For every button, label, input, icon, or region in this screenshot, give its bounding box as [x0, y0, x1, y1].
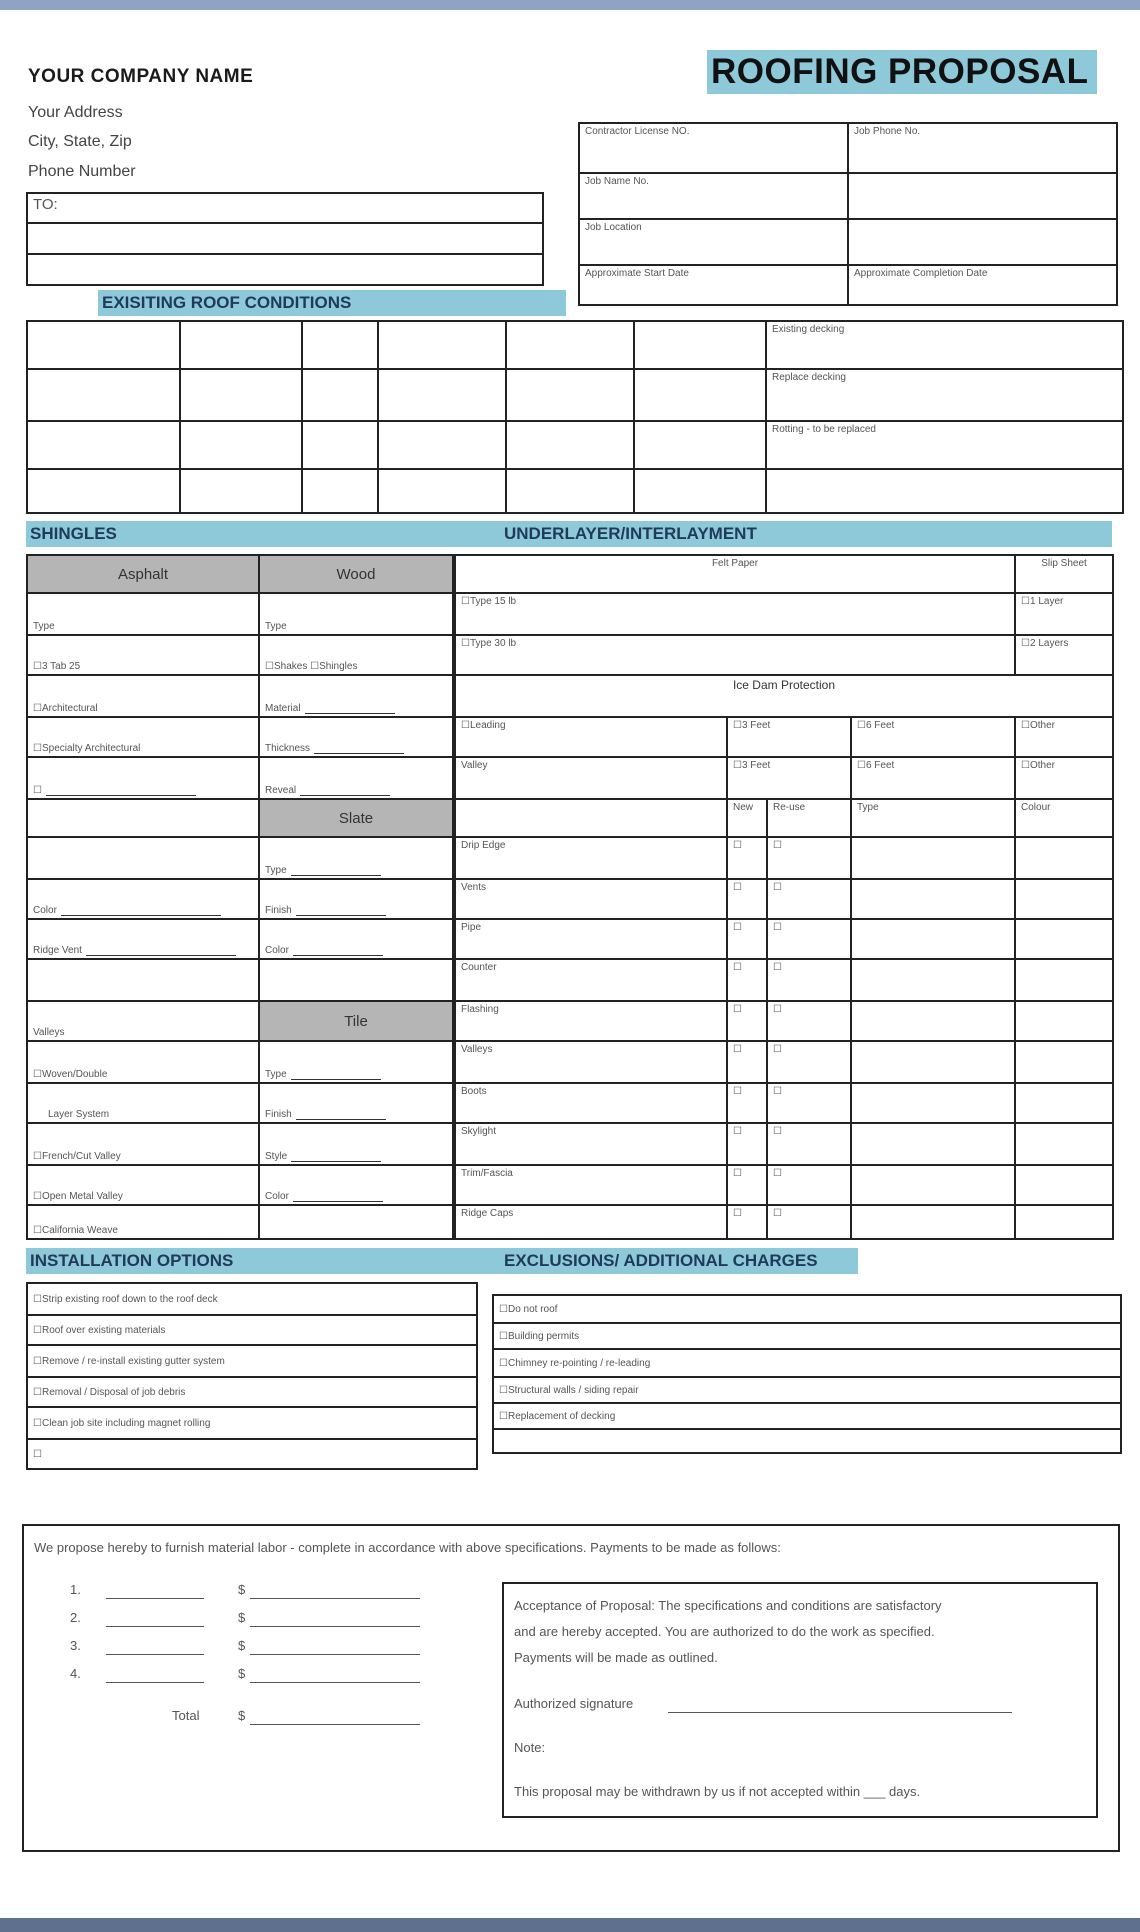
- cond-cell[interactable]: [27, 469, 180, 513]
- options-header-band: [26, 1248, 858, 1274]
- company-city: City, State, Zip: [28, 133, 132, 150]
- installation-option[interactable]: ☐: [27, 1439, 477, 1469]
- cond-cell[interactable]: [634, 369, 766, 421]
- new-checkbox[interactable]: ☐: [727, 837, 767, 879]
- payment-amount-2[interactable]: [250, 1616, 420, 1627]
- payment-desc-1[interactable]: [106, 1588, 204, 1599]
- french-cut-checkbox[interactable]: ☐French/Cut Valley: [27, 1123, 259, 1165]
- item-label: Boots: [455, 1083, 727, 1123]
- reuse-checkbox[interactable]: ☐: [767, 837, 851, 879]
- cond-cell[interactable]: [27, 369, 180, 421]
- color-cell[interactable]: [1015, 1123, 1113, 1165]
- slip-sheet-header: Slip Sheet: [1015, 555, 1113, 593]
- cond-cell[interactable]: [302, 321, 378, 369]
- currency-4: $: [238, 1666, 246, 1681]
- installation-option[interactable]: ☐Remove / re-install existing gutter system: [27, 1345, 477, 1377]
- reuse-checkbox[interactable]: ☐: [767, 1123, 851, 1165]
- signature-line[interactable]: [668, 1702, 1012, 1713]
- item-label: Ridge Caps: [455, 1205, 727, 1239]
- payment-amount-4[interactable]: [250, 1672, 420, 1683]
- job-location-value[interactable]: [848, 219, 1117, 265]
- new-checkbox[interactable]: ☐: [727, 1123, 767, 1165]
- cond-cell[interactable]: [506, 469, 634, 513]
- cond-cell[interactable]: [634, 421, 766, 469]
- tile-blank[interactable]: [259, 1205, 453, 1239]
- note-label: Note:: [514, 1740, 546, 1755]
- wood-thickness[interactable]: Thickness: [259, 717, 453, 757]
- reuse-checkbox[interactable]: ☐: [767, 1001, 851, 1041]
- new-checkbox[interactable]: ☐: [727, 879, 767, 919]
- job-location-field[interactable]: Job Location: [579, 219, 848, 265]
- payment-num-4: 4.: [70, 1666, 81, 1681]
- currency-3: $: [238, 1638, 246, 1653]
- woven-checkbox[interactable]: ☐Woven/Double: [27, 1041, 259, 1083]
- item-label: Counter: [455, 959, 727, 1001]
- exclusion-option[interactable]: ☐Replacement of decking: [493, 1403, 1121, 1429]
- exclusions-header: EXCLUSIONS/ ADDITIONAL CHARGES: [504, 1251, 818, 1270]
- wood-reveal[interactable]: Reveal: [259, 757, 453, 799]
- installation-option[interactable]: ☐Roof over existing materials: [27, 1315, 477, 1345]
- to-label: TO:: [27, 193, 543, 223]
- wood-type[interactable]: Type: [259, 593, 453, 635]
- type-cell[interactable]: [851, 1205, 1015, 1239]
- shingles-table: [26, 554, 454, 1240]
- new-checkbox[interactable]: ☐: [727, 959, 767, 1001]
- payment-intro: We propose hereby to furnish material labor - complete in accordance with above specifications. Payments to be made as follows:: [34, 1540, 781, 1555]
- exclusion-option[interactable]: ☐Chimney re-pointing / re-leading: [493, 1349, 1121, 1377]
- payment-amount-1[interactable]: [250, 1588, 420, 1599]
- type-cell[interactable]: [851, 837, 1015, 879]
- type-cell[interactable]: [851, 1165, 1015, 1205]
- item-label: Skylight: [455, 1123, 727, 1165]
- payment-total-amount[interactable]: [250, 1714, 420, 1725]
- tile-color[interactable]: Color: [259, 1165, 453, 1205]
- acceptance-text-1: Acceptance of Proposal: The specifications and conditions are satisfactory: [514, 1598, 942, 1613]
- cond-cell[interactable]: [506, 321, 634, 369]
- item-label: Vents: [455, 879, 727, 919]
- cond-cell[interactable]: [634, 469, 766, 513]
- new-checkbox[interactable]: ☐: [727, 1001, 767, 1041]
- reuse-checkbox[interactable]: ☐: [767, 1083, 851, 1123]
- start-date-field[interactable]: Approximate Start Date: [579, 265, 848, 305]
- existing-conditions-header: EXISITING ROOF CONDITIONS: [98, 290, 566, 316]
- type-cell[interactable]: [851, 1123, 1015, 1165]
- tile-type[interactable]: Type: [259, 1041, 453, 1083]
- valley-6ft[interactable]: ☐6 Feet: [851, 757, 1015, 799]
- asphalt-blank-3[interactable]: [27, 959, 259, 1001]
- color-cell[interactable]: [1015, 1205, 1113, 1239]
- shingles-header-band: [26, 521, 1112, 547]
- type-cell[interactable]: [851, 919, 1015, 959]
- existing-conditions-grid: [26, 320, 1124, 514]
- exclusion-blank[interactable]: [493, 1429, 1121, 1453]
- cond-cell[interactable]: [506, 369, 634, 421]
- payment-desc-2[interactable]: [106, 1616, 204, 1627]
- other-checkbox[interactable]: ☐: [27, 757, 259, 799]
- felt-paper-header: Felt Paper: [455, 555, 1015, 593]
- color-cell[interactable]: [1015, 919, 1113, 959]
- items-blank-header: [455, 799, 727, 837]
- cond-cell[interactable]: [766, 469, 1123, 513]
- cond-cell[interactable]: [302, 369, 378, 421]
- currency-total: $: [238, 1708, 246, 1723]
- valley-checkbox[interactable]: Valley: [455, 757, 727, 799]
- cond-cell[interactable]: [378, 369, 506, 421]
- item-label: Valleys: [455, 1041, 727, 1083]
- underlayer-header: UNDERLAYER/INTERLAYMENT: [504, 524, 757, 543]
- col-new: New: [727, 799, 767, 837]
- new-checkbox[interactable]: ☐: [727, 919, 767, 959]
- new-checkbox[interactable]: ☐: [727, 1205, 767, 1239]
- existing-note-1: Existing decking: [766, 321, 1123, 369]
- exclusion-option[interactable]: ☐Structural walls / siding repair: [493, 1377, 1121, 1403]
- signature-label: Authorized signature: [514, 1696, 634, 1711]
- cond-cell[interactable]: [378, 469, 506, 513]
- completion-date-field[interactable]: Approximate Completion Date: [848, 265, 1117, 305]
- payment-box: [22, 1524, 1120, 1852]
- reuse-checkbox[interactable]: ☐: [767, 1165, 851, 1205]
- slate-finish[interactable]: Finish: [259, 879, 453, 919]
- color-cell[interactable]: [1015, 837, 1113, 879]
- new-checkbox[interactable]: ☐: [727, 1041, 767, 1083]
- acceptance-text-3: Payments will be made as outlined.: [514, 1650, 718, 1665]
- asphalt-header: Asphalt: [27, 555, 259, 593]
- currency-1: $: [238, 1582, 246, 1597]
- to-field-2[interactable]: [27, 223, 543, 254]
- installation-option[interactable]: ☐Clean job site including magnet rolling: [27, 1407, 477, 1439]
- open-metal-checkbox[interactable]: ☐Open Metal Valley: [27, 1165, 259, 1205]
- layer2-checkbox[interactable]: ☐2 Layers: [1015, 635, 1113, 675]
- type-cell[interactable]: [851, 1041, 1015, 1083]
- asphalt-blank-2[interactable]: [27, 837, 259, 879]
- color-cell[interactable]: [1015, 1083, 1113, 1123]
- col-type: Type: [851, 799, 1015, 837]
- total-label: Total: [172, 1708, 200, 1723]
- reuse-checkbox[interactable]: ☐: [767, 1205, 851, 1239]
- new-checkbox[interactable]: ☐: [727, 1083, 767, 1123]
- asphalt-type[interactable]: Type: [27, 593, 259, 635]
- shingles-header: SHINGLES: [30, 524, 117, 543]
- tile-style[interactable]: Style: [259, 1123, 453, 1165]
- contractor-license-field[interactable]: Contractor License NO.: [579, 123, 848, 173]
- currency-2: $: [238, 1610, 246, 1625]
- item-label: Drip Edge: [455, 837, 727, 879]
- payment-num-2: 2.: [70, 1610, 81, 1625]
- cond-cell[interactable]: [506, 421, 634, 469]
- installation-table: [26, 1282, 478, 1470]
- existing-note-2: Replace decking: [766, 369, 1123, 421]
- item-label: Trim/Fascia: [455, 1165, 727, 1205]
- item-label: Pipe: [455, 919, 727, 959]
- job-info-box: [578, 122, 1118, 306]
- job-name-field[interactable]: Job Name No.: [579, 173, 848, 219]
- color-cell[interactable]: [1015, 1165, 1113, 1205]
- new-checkbox[interactable]: ☐: [727, 1165, 767, 1205]
- layer1-checkbox[interactable]: ☐1 Layer: [1015, 593, 1113, 635]
- exclusion-option[interactable]: ☐Building permits: [493, 1323, 1121, 1349]
- reuse-checkbox[interactable]: ☐: [767, 919, 851, 959]
- type-cell[interactable]: [851, 959, 1015, 1001]
- ice-dam-header: Ice Dam Protection: [455, 675, 1113, 717]
- color-cell[interactable]: [1015, 959, 1113, 1001]
- page-title: ROOFING PROPOSAL: [707, 50, 1097, 94]
- type-cell[interactable]: [851, 1001, 1015, 1041]
- job-phone-field[interactable]: Job Phone No.: [848, 123, 1117, 173]
- withdraw-text: This proposal may be withdrawn by us if not accepted within ___ days.: [514, 1784, 921, 1799]
- payment-num-1: 1.: [70, 1582, 81, 1597]
- asphalt-color[interactable]: Color: [27, 879, 259, 919]
- payment-num-3: 3.: [70, 1638, 81, 1653]
- specialty-checkbox[interactable]: ☐Specialty Architectural: [27, 717, 259, 757]
- cond-cell[interactable]: [378, 321, 506, 369]
- exclusions-table: [492, 1294, 1122, 1454]
- cond-cell[interactable]: [378, 421, 506, 469]
- architectural-checkbox[interactable]: ☐Architectural: [27, 675, 259, 717]
- cond-cell[interactable]: [634, 321, 766, 369]
- layer-system: Layer System: [27, 1083, 259, 1123]
- existing-note-3: Rotting - to be replaced: [766, 421, 1123, 469]
- cond-cell[interactable]: [302, 421, 378, 469]
- to-field-3[interactable]: [27, 254, 543, 285]
- type-cell[interactable]: [851, 1083, 1015, 1123]
- cond-cell[interactable]: [180, 369, 302, 421]
- cond-cell[interactable]: [180, 321, 302, 369]
- type30-checkbox[interactable]: ☐Type 30 lb: [455, 635, 1015, 675]
- cond-cell[interactable]: [27, 421, 180, 469]
- cond-cell[interactable]: [302, 469, 378, 513]
- ridge-vent[interactable]: Ridge Vent: [27, 919, 259, 959]
- cond-cell[interactable]: [180, 421, 302, 469]
- slate-type[interactable]: Type: [259, 837, 453, 879]
- installation-header: INSTALLATION OPTIONS: [30, 1251, 234, 1270]
- installation-option[interactable]: ☐Strip existing roof down to the roof deck: [27, 1283, 477, 1315]
- leading-6ft[interactable]: ☐6 Feet: [851, 717, 1015, 757]
- company-address: Your Address: [28, 104, 123, 121]
- color-cell[interactable]: [1015, 1001, 1113, 1041]
- valley-3ft[interactable]: ☐3 Feet: [727, 757, 851, 799]
- payment-desc-4[interactable]: [106, 1672, 204, 1683]
- type-cell[interactable]: [851, 879, 1015, 919]
- color-cell[interactable]: [1015, 1041, 1113, 1083]
- col-color: Colour: [1015, 799, 1113, 837]
- reuse-checkbox[interactable]: ☐: [767, 879, 851, 919]
- underlayer-table: [454, 554, 1114, 1240]
- three-tab-checkbox[interactable]: ☐3 Tab 25: [27, 635, 259, 675]
- cond-cell[interactable]: [27, 321, 180, 369]
- wood-material[interactable]: Material: [259, 675, 453, 717]
- leading-checkbox[interactable]: ☐Leading: [455, 717, 727, 757]
- payment-amount-3[interactable]: [250, 1644, 420, 1655]
- slate-header: Slate: [259, 799, 453, 837]
- to-box: [26, 192, 544, 286]
- payment-desc-3[interactable]: [106, 1644, 204, 1655]
- asphalt-blank-1[interactable]: [27, 799, 259, 837]
- wood-header: Wood: [259, 555, 453, 593]
- col-reuse: Re-use: [767, 799, 851, 837]
- top-bar: [0, 0, 1140, 10]
- color-cell[interactable]: [1015, 879, 1113, 919]
- bottom-bar: [0, 1918, 1140, 1932]
- california-checkbox[interactable]: ☐California Weave: [27, 1205, 259, 1239]
- reuse-checkbox[interactable]: ☐: [767, 1041, 851, 1083]
- installation-option[interactable]: ☐Removal / Disposal of job debris: [27, 1377, 477, 1407]
- slate-color[interactable]: Color: [259, 919, 453, 959]
- valleys-label: Valleys: [27, 1001, 259, 1041]
- cond-cell[interactable]: [180, 469, 302, 513]
- reuse-checkbox[interactable]: ☐: [767, 959, 851, 1001]
- tile-finish[interactable]: Finish: [259, 1083, 453, 1123]
- shakes-checkbox[interactable]: ☐Shakes ☐Shingles: [259, 635, 453, 675]
- job-name-value[interactable]: [848, 173, 1117, 219]
- valley-other[interactable]: ☐Other: [1015, 757, 1113, 799]
- type15-checkbox[interactable]: ☐Type 15 lb: [455, 593, 1015, 635]
- company-phone: Phone Number: [28, 163, 136, 180]
- acceptance-box: [502, 1582, 1098, 1818]
- leading-other[interactable]: ☐Other: [1015, 717, 1113, 757]
- item-label: Flashing: [455, 1001, 727, 1041]
- slate-blank[interactable]: [259, 959, 453, 1001]
- tile-header: Tile: [259, 1001, 453, 1041]
- company-name: YOUR COMPANY NAME: [28, 66, 254, 87]
- acceptance-text-2: and are hereby accepted. You are authorized to do the work as specified.: [514, 1624, 935, 1639]
- leading-3ft[interactable]: ☐3 Feet: [727, 717, 851, 757]
- exclusion-option[interactable]: ☐Do not roof: [493, 1295, 1121, 1323]
